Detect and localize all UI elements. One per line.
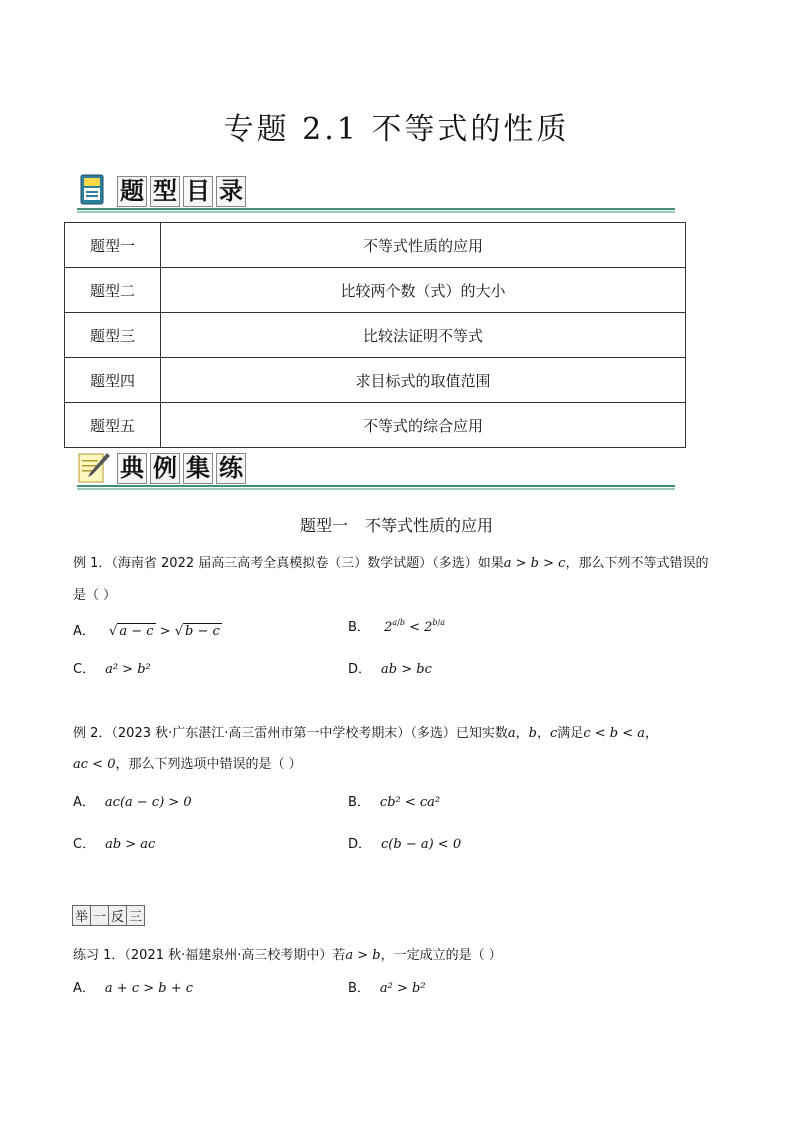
practice-1-stem xyxy=(73,944,502,963)
option-label: B． xyxy=(348,795,370,810)
option-label: A． xyxy=(73,624,95,639)
examples-header-char: 典 xyxy=(117,453,147,484)
table-row xyxy=(65,268,686,313)
option-label: D． xyxy=(348,837,372,852)
option-text: ab > bc xyxy=(381,662,432,677)
practice-tag xyxy=(72,905,145,926)
example-2-option-b xyxy=(348,791,440,810)
toc-type: 题型三 xyxy=(65,313,161,358)
examples-header-char: 例 xyxy=(150,453,180,484)
toc-type: 题型一 xyxy=(65,223,161,268)
toc-header-char: 题 xyxy=(117,176,147,207)
toc-topic: 不等式的综合应用 xyxy=(161,403,686,448)
examples-header-char: 练 xyxy=(216,453,246,484)
example-2-option-a xyxy=(73,791,192,810)
example-2-text-tail: ，那么下列选项中错误的是（ ） xyxy=(115,757,302,772)
table-row xyxy=(65,223,686,268)
toc-topic: 求目标式的取值范围 xyxy=(161,358,686,403)
page-title: 专题 2.1 不等式的性质 xyxy=(223,112,570,147)
practice-1-option-b xyxy=(348,977,426,996)
toc-type: 题型四 xyxy=(65,358,161,403)
example-1-text-tail: ，那么下列不等式错误的 xyxy=(565,556,709,571)
toc-type: 题型二 xyxy=(65,268,161,313)
practice-1-text-tail: ，一定成立的是（ ） xyxy=(380,948,502,963)
option-label: B． xyxy=(348,620,370,635)
example-1-option-a: A． √ a − c > √ b − c xyxy=(73,624,220,639)
tag-char: 反 xyxy=(109,906,127,925)
table-row xyxy=(65,358,686,403)
option-text: cb² < ca² xyxy=(379,795,441,810)
example-2-text-mid: 满足 xyxy=(557,726,584,741)
option-label: A． xyxy=(73,795,95,810)
example-2-condition: c < b < a xyxy=(583,726,645,741)
pencil-notepad-icon xyxy=(77,451,111,483)
option-text: a² > b² xyxy=(379,981,426,996)
example-2-option-c xyxy=(73,833,155,852)
option-text: c(b − a) < 0 xyxy=(381,837,462,852)
option-label: C． xyxy=(73,837,96,852)
toc-topic: 不等式性质的应用 xyxy=(161,223,686,268)
examples-header-char: 集 xyxy=(183,453,213,484)
example-2-text: 例 2．（2023 秋·广东湛江·高三雷州市第一中学校考期末）（多选）已知实数 xyxy=(73,726,508,741)
example-1-option-c xyxy=(73,658,151,677)
example-1-stem xyxy=(73,552,708,571)
tag-char: 举 xyxy=(73,906,91,925)
option-label: A． xyxy=(73,981,95,996)
tag-char: 三 xyxy=(127,906,144,925)
example-1-stem-line2: 是（ ） xyxy=(73,588,117,603)
divider xyxy=(77,488,675,490)
example-2-condition-2: ac < 0 xyxy=(73,757,116,772)
toc-topic: 比较法证明不等式 xyxy=(161,313,686,358)
example-1-condition: a > b > c xyxy=(503,556,566,571)
option-text: ab > ac xyxy=(105,837,156,852)
toc-header-char: 型 xyxy=(150,176,180,207)
table-row xyxy=(65,403,686,448)
toc-topic: 比较两个数（式）的大小 xyxy=(161,268,686,313)
toc-header-char: 目 xyxy=(183,176,213,207)
table-row xyxy=(65,313,686,358)
example-1-text: 例 1．（海南省 2022 届高三高考全真模拟卷（三）数学试题）（多选）如果 xyxy=(73,556,504,571)
divider xyxy=(77,485,675,487)
type-title: 题型一 不等式性质的应用 xyxy=(299,516,494,535)
option-text: a² > b² xyxy=(105,662,151,677)
example-2-stem-line2 xyxy=(73,753,302,772)
example-2-option-d xyxy=(348,833,461,852)
example-2-stem: 例 2．（2023 秋·广东湛江·高三雷州市第一中学校考期末）（多选）已知实数a，b，c满足c < b < a， xyxy=(73,726,658,741)
tag-char: 一 xyxy=(91,906,109,925)
option-label: B． xyxy=(348,981,370,996)
practice-1-text: 练习 1．（2021 秋·福建泉州·高三校考期中）若 xyxy=(73,948,346,963)
option-text: a + c > b + c xyxy=(104,981,194,996)
divider xyxy=(77,208,675,210)
notebook-icon xyxy=(77,174,111,206)
option-text: ac(a − c) > 0 xyxy=(104,795,192,810)
option-label: D． xyxy=(348,662,372,677)
divider xyxy=(77,211,675,213)
toc-header-char: 录 xyxy=(216,176,246,207)
option-label: C． xyxy=(73,662,96,677)
example-1-option-d xyxy=(348,658,432,677)
practice-1-condition: a > b xyxy=(345,948,381,963)
toc-table xyxy=(64,222,686,448)
example-1-option-b: B． $2^{a/b} < 2^{b/a}$ xyxy=(348,618,446,635)
practice-1-option-a xyxy=(73,977,193,996)
toc-type: 题型五 xyxy=(65,403,161,448)
